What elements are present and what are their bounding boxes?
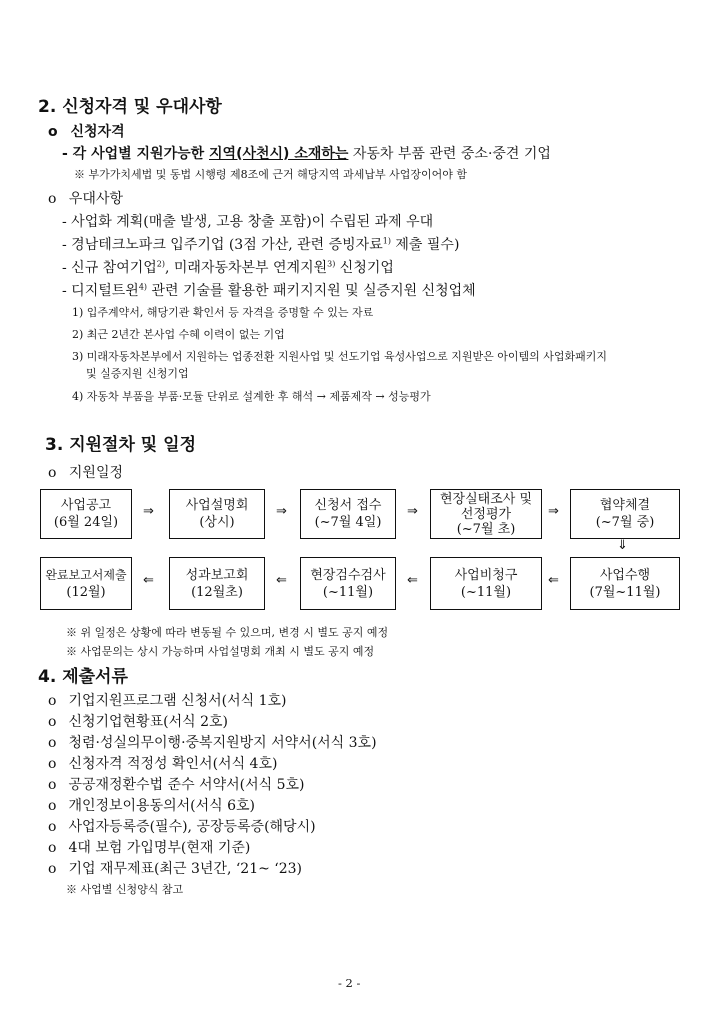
step-box-announcement bbox=[40, 489, 132, 539]
step-date: (~11월) bbox=[322, 584, 374, 600]
bullet: o bbox=[48, 124, 58, 140]
arrow-right-icon: ⇒ bbox=[548, 504, 559, 519]
document-item-text: 공공재정환수법 준수 서약서(서식 5호) bbox=[68, 777, 305, 793]
step-label: 사업비청구 bbox=[454, 567, 518, 583]
step-date: (~11월) bbox=[460, 584, 512, 600]
bullet: o bbox=[48, 861, 57, 877]
bullet: o bbox=[48, 840, 57, 856]
qualification-bold-text: - 각 사업별 지원가능한 bbox=[62, 146, 210, 162]
qualification-note: ※ 부가가치세법 및 동법 시행령 제8조에 근거 해당지역 과세납부 사업장이어야 함 bbox=[74, 168, 467, 181]
qualification-region-text: 지역(사천시) 소재하는 bbox=[209, 146, 349, 162]
footnote-ref-3: 3) bbox=[327, 259, 336, 269]
qualification-rest-text: 자동차 부품 관련 중소·중견 기업 bbox=[348, 146, 551, 162]
step-date: (7월~11월) bbox=[589, 584, 661, 600]
step-date: (~7월 중) bbox=[595, 515, 655, 530]
section-3-title: 3. 지원절차 및 일정 bbox=[45, 435, 196, 455]
document-item bbox=[48, 837, 250, 857]
step-box-execution bbox=[570, 557, 680, 610]
arrow-right-icon: ⇒ bbox=[276, 504, 287, 519]
step-date: (~7월 초) bbox=[456, 521, 516, 537]
preference-item-4-text: - 디지털트윈 bbox=[62, 283, 139, 299]
document-item bbox=[48, 690, 287, 710]
footnote-ref-1: 1) bbox=[382, 236, 391, 246]
qualification-line bbox=[62, 143, 551, 163]
preference-item-2 bbox=[62, 234, 459, 254]
arrow-left-icon: ⇐ bbox=[276, 573, 287, 588]
document-item bbox=[48, 774, 304, 794]
step-label: 사업설명회 bbox=[185, 498, 249, 513]
section-4-title: 4. 제출서류 bbox=[38, 667, 128, 687]
bullet: o bbox=[48, 714, 57, 730]
document-item-text: 4대 보험 가입명부(현재 기준) bbox=[68, 840, 251, 856]
step-box-application bbox=[300, 489, 396, 539]
step-label: 현장검수검사 bbox=[310, 567, 386, 583]
document-item bbox=[48, 858, 302, 878]
document-item-text: 청렴·성실의무이행·중복지원방지 서약서(서식 3호) bbox=[68, 735, 377, 751]
arrow-left-icon: ⇐ bbox=[407, 573, 418, 588]
step-date: (12월) bbox=[66, 584, 106, 600]
preference-item-3-text: - 신규 참여기업 bbox=[62, 260, 157, 276]
bullet: o bbox=[48, 191, 57, 207]
preference-item-2-tail: 제출 필수) bbox=[390, 237, 460, 253]
bullet: o bbox=[48, 693, 57, 709]
document-item-text: 사업자등록증(필수), 공장등록증(해당시) bbox=[68, 819, 316, 835]
document-item bbox=[48, 711, 228, 731]
step-date: (6월 24일) bbox=[53, 515, 119, 530]
footnote-1: 1) 입주계약서, 해당기관 확인서 등 자격을 증명할 수 있는 자료 bbox=[72, 306, 374, 319]
step-date: (상시) bbox=[199, 515, 235, 530]
qualification-heading bbox=[48, 121, 125, 141]
document-item-text: 기업지원프로그램 신청서(서식 1호) bbox=[68, 693, 287, 709]
preference-item-1: - 사업화 계획(매출 발생, 고용 창출 포함)이 수립된 과제 우대 bbox=[62, 214, 434, 230]
arrow-left-icon: ⇐ bbox=[143, 573, 154, 588]
bullet: o bbox=[48, 465, 57, 481]
preference-item-4-tail: 관련 기술를 활용한 패키지지원 및 실증지원 신청업체 bbox=[147, 283, 476, 299]
step-date: (12월초) bbox=[191, 584, 243, 600]
step-label: 협약체결 bbox=[599, 498, 651, 513]
qualification-title: 신청자격 bbox=[70, 124, 125, 140]
bullet: o bbox=[48, 756, 57, 772]
document-item bbox=[48, 732, 377, 752]
footnote-3: 3) 미래자동차본부에서 지원하는 업종전환 지원사업 및 선도기업 육성사업으로 지원받은 아이템의 사업화패키지 bbox=[72, 350, 608, 363]
document-item bbox=[48, 795, 255, 815]
arrow-right-icon: ⇒ bbox=[407, 504, 418, 519]
bullet: o bbox=[48, 798, 57, 814]
bullet: o bbox=[48, 777, 57, 793]
document-item-text: 신청기업현황표(서식 2호) bbox=[68, 714, 228, 730]
step-label-cont: 선정평가 bbox=[460, 506, 512, 522]
documents-note: ※ 사업별 신청양식 참고 bbox=[66, 883, 184, 896]
preference-item-3-mid: , 미래자동차본부 연계지원 bbox=[165, 260, 328, 276]
footnote-ref-4: 4) bbox=[138, 282, 148, 292]
step-box-evaluation bbox=[430, 489, 542, 539]
document-item-text: 기업 재무제표(최근 3년간, ‘21~ ‘23) bbox=[68, 861, 303, 877]
step-label: 사업공고 bbox=[60, 498, 112, 513]
preference-item-4 bbox=[62, 280, 476, 300]
preference-item-3 bbox=[62, 257, 394, 277]
schedule-heading bbox=[48, 462, 123, 482]
document-item-text: 신청자격 적정성 확인서(서식 4호) bbox=[68, 756, 278, 772]
schedule-title: 지원일정 bbox=[68, 465, 123, 481]
footnote-4: 4) 자동차 부품을 부품·모듈 단위로 설계한 후 해석 → 제품제작 → 성능평가 bbox=[72, 390, 431, 403]
step-box-performance-report bbox=[169, 557, 265, 610]
step-box-expense-claim bbox=[430, 557, 542, 610]
step-label: 성과보고회 bbox=[185, 567, 249, 583]
step-date: (~7월 4일) bbox=[314, 515, 382, 530]
preference-heading bbox=[48, 188, 123, 208]
step-label: 신청서 접수 bbox=[314, 498, 382, 513]
preference-item-2-text: - 경남테크노파크 입주기업 (3점 가산, 관련 증빙자료 bbox=[62, 237, 383, 253]
document-item bbox=[48, 816, 316, 836]
step-box-inspection bbox=[300, 557, 396, 610]
footnote-3-cont: 및 실증지원 신청기업 bbox=[86, 367, 189, 380]
page-number: - 2 - bbox=[338, 976, 361, 990]
arrow-down-icon: ⇓ bbox=[617, 538, 628, 553]
document-item-text: 개인정보이용동의서(서식 6호) bbox=[68, 798, 256, 814]
step-box-final-report bbox=[40, 557, 132, 610]
step-label: 현장실태조사 및 bbox=[439, 491, 533, 507]
preference-title: 우대사항 bbox=[68, 191, 123, 207]
arrow-left-icon: ⇐ bbox=[548, 573, 559, 588]
arrow-right-icon: ⇒ bbox=[143, 504, 154, 519]
bullet: o bbox=[48, 735, 57, 751]
schedule-note-1: ※ 위 일정은 상황에 따라 변동될 수 있으며, 변경 시 별도 공지 예정 bbox=[66, 626, 389, 639]
step-box-agreement bbox=[570, 489, 680, 539]
bullet: o bbox=[48, 819, 57, 835]
preference-item-3-tail: 신청기업 bbox=[335, 260, 394, 276]
step-box-briefing bbox=[169, 489, 265, 539]
footnote-ref-2: 2) bbox=[156, 259, 165, 269]
footnote-2: 2) 최근 2년간 본사업 수혜 이력이 없는 기업 bbox=[72, 328, 285, 341]
schedule-note-2: ※ 사업문의는 상시 가능하며 사업설명회 개최 시 별도 공지 예정 bbox=[66, 645, 375, 658]
section-2-title: 2. 신청자격 및 우대사항 bbox=[38, 97, 222, 117]
document-item bbox=[48, 753, 277, 773]
step-label: 사업수행 bbox=[599, 567, 651, 583]
step-label: 완료보고서제출 bbox=[45, 567, 127, 582]
